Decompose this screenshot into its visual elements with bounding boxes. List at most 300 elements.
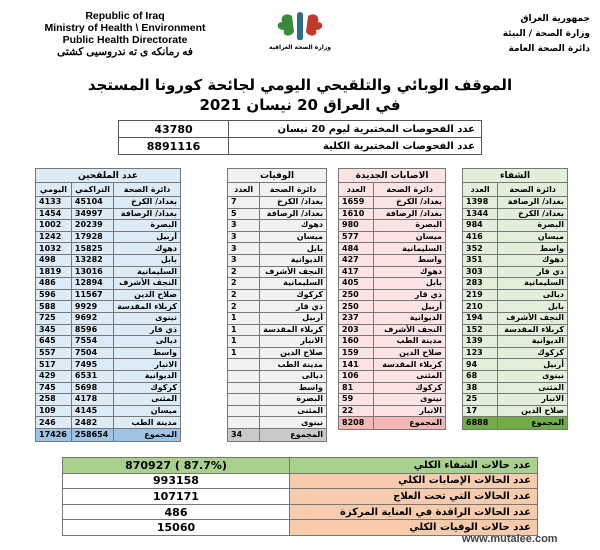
total-label: المجموع (374, 417, 446, 430)
cell-count: 577 (339, 231, 374, 243)
table-row (36, 278, 181, 290)
table-row (36, 220, 181, 232)
table-row (463, 324, 568, 336)
col-header-count: العدد (339, 183, 374, 197)
cell-count: 194 (463, 312, 498, 324)
cell-count: 1 (228, 336, 260, 348)
total-daily: 17426 (36, 428, 72, 441)
cell-count: 141 (339, 359, 374, 371)
cell-count: 484 (339, 243, 374, 255)
cell-directorate: النجف الأشرف (374, 324, 446, 336)
summary-value: 870927 ( 87.7%) (63, 458, 290, 474)
cell-count: 984 (463, 220, 498, 232)
cell-cumulative: 15825 (71, 243, 113, 255)
cell-directorate: ميسان (374, 231, 446, 243)
table-row (228, 208, 327, 220)
table-row (228, 266, 327, 278)
table-row (463, 359, 568, 371)
cell-daily: 258 (36, 394, 72, 406)
cell-count: 106 (339, 370, 374, 382)
cell-directorate: أربيل (114, 231, 181, 243)
cell-directorate: واسط (498, 243, 568, 255)
cell-count: 81 (339, 382, 374, 394)
table-row (339, 324, 446, 336)
table-row (228, 347, 327, 359)
cell-cumulative: 6531 (71, 370, 113, 382)
table-row (228, 324, 327, 336)
table-row (119, 121, 482, 138)
summary-value: 486 (63, 504, 290, 520)
cell-daily: 1032 (36, 243, 72, 255)
cell-count: 203 (339, 324, 374, 336)
table-row (339, 243, 446, 255)
table-header-row (36, 183, 181, 197)
cell-directorate: بغداد/ الكرخ (498, 208, 568, 220)
table-row (36, 312, 181, 324)
cell-directorate: نينوى (374, 394, 446, 406)
table-row (463, 208, 568, 220)
cell-cumulative: 12894 (71, 278, 113, 290)
cell-directorate: نينوى (260, 417, 327, 429)
cell-directorate: كركوك (498, 347, 568, 359)
cell-directorate: بغداد/ الرصافة (374, 208, 446, 220)
table-row (463, 266, 568, 278)
cell-count: 3 (228, 254, 260, 266)
table-row (339, 394, 446, 406)
cell-directorate: نينوى (114, 312, 181, 324)
cell-directorate: ذي قار (260, 301, 327, 313)
table-row (36, 324, 181, 336)
table-row (228, 405, 327, 417)
col-header-directorate: دائرة الصحة (374, 183, 446, 197)
cell-directorate: السليمانية (374, 243, 446, 255)
cell-count: 7 (228, 197, 260, 209)
cell-directorate: ذي قار (114, 324, 181, 336)
summary-label: عدد حالات الوفيات الكلي (290, 520, 538, 536)
recovered-title: الشفاء (463, 169, 568, 183)
summary-row (63, 473, 538, 489)
cell-directorate: كربلاء المقدسة (260, 324, 327, 336)
cell-count (228, 394, 260, 406)
table-row (36, 394, 181, 406)
cell-directorate: بغداد/ الكرخ (114, 197, 181, 209)
cell-count: 59 (339, 394, 374, 406)
table-row (339, 301, 446, 313)
cell-count: 160 (339, 336, 374, 348)
website-watermark: www.mutalee.com (462, 533, 558, 545)
table-total-row (463, 417, 568, 430)
table-header-row (339, 183, 446, 197)
cell-count: 2 (228, 301, 260, 313)
cell-daily: 345 (36, 324, 72, 336)
table-row (36, 289, 181, 301)
cell-directorate: المثنى (114, 394, 181, 406)
total-count: 34 (228, 428, 260, 441)
cell-directorate: دهوك (374, 266, 446, 278)
cell-cumulative: 13016 (71, 266, 113, 278)
table-title-row (339, 169, 446, 183)
cell-cumulative: 20239 (71, 220, 113, 232)
summary-value: 107171 (63, 489, 290, 505)
col-header-count: العدد (228, 183, 260, 197)
cell-directorate: بغداد/ الكرخ (260, 197, 327, 209)
cell-count: 303 (463, 266, 498, 278)
cell-cumulative: 9929 (71, 301, 113, 313)
cell-directorate: بابل (260, 243, 327, 255)
cell-count: 2 (228, 289, 260, 301)
cell-directorate: كربلاء المقدسة (114, 301, 181, 313)
cell-count: 17 (463, 405, 498, 417)
table-row (339, 347, 446, 359)
cell-directorate: كربلاء المقدسة (498, 324, 568, 336)
table-row (339, 382, 446, 394)
table-row (339, 405, 446, 417)
table-row (463, 301, 568, 313)
cell-directorate: بغداد/ الرصافة (114, 208, 181, 220)
table-row (228, 278, 327, 290)
table-header-row (228, 183, 327, 197)
vaccinated-table (35, 168, 181, 442)
table-row (463, 220, 568, 232)
ministry-header-english (40, 10, 210, 58)
report-title (80, 75, 520, 115)
table-row (339, 231, 446, 243)
table-row (228, 312, 327, 324)
table-row (36, 231, 181, 243)
cell-count: 427 (339, 254, 374, 266)
cell-directorate: ديالى (260, 370, 327, 382)
table-row (228, 289, 327, 301)
table-row (339, 197, 446, 209)
table-row (463, 254, 568, 266)
total-cumulative: 258654 (71, 428, 113, 441)
cell-count: 980 (339, 220, 374, 232)
cell-directorate: بابل (498, 301, 568, 313)
cell-cumulative: 17928 (71, 231, 113, 243)
summary-label: عدد الحالات التي تحت العلاج (290, 489, 538, 505)
cell-daily: 486 (36, 278, 72, 290)
cell-directorate: كربلاء المقدسة (374, 359, 446, 371)
cell-count: 237 (339, 312, 374, 324)
cell-count (228, 417, 260, 429)
cell-directorate: النجف الأشرف (114, 278, 181, 290)
table-row (339, 220, 446, 232)
cell-count: 22 (339, 405, 374, 417)
summary-table (62, 457, 538, 536)
cell-directorate: ذي قار (498, 266, 568, 278)
cell-count: 250 (339, 301, 374, 313)
table-total-row (339, 417, 446, 430)
table-row (463, 312, 568, 324)
table-row (36, 254, 181, 266)
cell-daily: 745 (36, 382, 72, 394)
cell-cumulative: 7504 (71, 347, 113, 359)
cell-daily: 1454 (36, 208, 72, 220)
table-row (36, 197, 181, 209)
cell-directorate: واسط (114, 347, 181, 359)
table-row (463, 394, 568, 406)
cell-daily: 588 (36, 301, 72, 313)
cell-daily: 109 (36, 405, 72, 417)
cell-daily: 517 (36, 359, 72, 371)
cell-directorate: البصرة (498, 220, 568, 232)
table-row (36, 336, 181, 348)
cell-directorate: النجف الأشرف (260, 266, 327, 278)
new-cases-title: الاصابات الجديدة (339, 169, 446, 183)
table-row (339, 370, 446, 382)
cell-daily: 429 (36, 370, 72, 382)
table-row (339, 266, 446, 278)
tests-total-label: عدد الفحوصات المختبرية الكلية (229, 138, 482, 155)
header-line: جمهورية العراق (520, 14, 590, 24)
cell-count: 94 (463, 359, 498, 371)
table-row (339, 289, 446, 301)
summary-value: 993158 (63, 473, 290, 489)
cell-directorate: المثنى (374, 370, 446, 382)
cell-directorate: كركوك (114, 382, 181, 394)
header-line: Public Health Directorate (62, 34, 188, 46)
cell-directorate: مدينة الطب (114, 417, 181, 429)
cell-directorate: الانبار (498, 394, 568, 406)
table-row (228, 417, 327, 429)
cell-count: 405 (339, 278, 374, 290)
cell-daily: 4133 (36, 197, 72, 209)
total-label: المجموع (260, 428, 327, 441)
cell-directorate: واسط (374, 254, 446, 266)
table-row (339, 312, 446, 324)
logo-caption: وزارة الصحة العراقية (268, 44, 332, 51)
header-line: دائرة الصحة العامة (508, 44, 590, 54)
table-row (463, 347, 568, 359)
table-row (339, 336, 446, 348)
table-row (463, 278, 568, 290)
cell-directorate: السليمانية (114, 266, 181, 278)
cell-directorate: كركوك (260, 289, 327, 301)
cell-directorate: صلاح الدين (374, 347, 446, 359)
cell-daily: 1002 (36, 220, 72, 232)
table-row (228, 336, 327, 348)
cell-directorate: ميسان (260, 231, 327, 243)
col-header-directorate: دائرة الصحة (260, 183, 327, 197)
cell-count: 250 (339, 289, 374, 301)
cell-directorate: النجف الأشرف (498, 312, 568, 324)
cell-directorate: مدينة الطب (374, 336, 446, 348)
cell-directorate: بغداد/ الكرخ (374, 197, 446, 209)
header-line: Ministry of Health \ Environment (44, 22, 206, 34)
cell-directorate: بابل (374, 278, 446, 290)
cell-directorate: أربيل (260, 312, 327, 324)
table-row (228, 382, 327, 394)
col-header-directorate: دائرة الصحة (498, 183, 568, 197)
cell-count: 283 (463, 278, 498, 290)
table-row (339, 359, 446, 371)
ministry-logo-icon (262, 10, 338, 68)
cell-count (228, 359, 260, 371)
cell-cumulative: 2482 (71, 417, 113, 429)
cell-directorate: المثنى (498, 382, 568, 394)
cell-daily: 645 (36, 336, 72, 348)
cell-directorate: السليمانية (498, 278, 568, 290)
table-title-row (228, 169, 327, 183)
cell-daily: 557 (36, 347, 72, 359)
cell-count (228, 382, 260, 394)
cell-count: 1659 (339, 197, 374, 209)
table-row (36, 243, 181, 255)
header-line: وزارة الصحة / البيئة (502, 29, 590, 39)
table-row (228, 394, 327, 406)
table-row (36, 208, 181, 220)
cell-directorate: الديوانية (114, 370, 181, 382)
table-row (228, 301, 327, 313)
cell-directorate: ديالى (498, 289, 568, 301)
cell-cumulative: 13282 (71, 254, 113, 266)
cell-directorate: الديوانية (498, 336, 568, 348)
cell-directorate: بغداد/ الرصافة (260, 208, 327, 220)
table-row (228, 254, 327, 266)
cell-count: 210 (463, 301, 498, 313)
cell-count: 1610 (339, 208, 374, 220)
cell-directorate: الانبار (374, 405, 446, 417)
cell-count (228, 370, 260, 382)
cell-directorate: صلاح الدين (260, 347, 327, 359)
cell-count: 417 (339, 266, 374, 278)
table-row (463, 370, 568, 382)
cell-directorate: بابل (114, 254, 181, 266)
cell-count: 3 (228, 220, 260, 232)
cell-daily: 596 (36, 289, 72, 301)
summary-label: عدد حالات الشفاء الكلي (290, 458, 538, 474)
col-header-count: العدد (463, 183, 498, 197)
cell-directorate: الانبار (114, 359, 181, 371)
cell-count (228, 405, 260, 417)
cell-count: 25 (463, 394, 498, 406)
cell-count: 159 (339, 347, 374, 359)
table-row (339, 254, 446, 266)
cell-count: 2 (228, 278, 260, 290)
cell-count: 416 (463, 231, 498, 243)
cell-directorate: الانبار (260, 336, 327, 348)
header-line: فه رمانكه ى ته ندروسيى كشتى (57, 46, 193, 58)
cell-directorate: البصرة (260, 394, 327, 406)
summary-row (63, 458, 538, 474)
cell-directorate: دهوك (498, 254, 568, 266)
col-header-cumulative: التراكمي (71, 183, 113, 197)
cell-count: 123 (463, 347, 498, 359)
table-row (463, 336, 568, 348)
col-header-directorate: دائرة الصحة (114, 183, 181, 197)
tests-daily-label: عدد الفحوصات المختبرية ليوم 20 نيسان (229, 121, 482, 138)
table-row (119, 138, 482, 155)
table-row (463, 231, 568, 243)
cell-cumulative: 9692 (71, 312, 113, 324)
cell-count: 3 (228, 231, 260, 243)
cell-directorate: كركوك (374, 382, 446, 394)
table-total-row (36, 428, 181, 441)
cell-directorate: الديوانية (374, 312, 446, 324)
cell-count: 219 (463, 289, 498, 301)
total-count: 6888 (463, 417, 498, 430)
cell-count: 1344 (463, 208, 498, 220)
deaths-table (227, 168, 327, 442)
cell-directorate: صلاح الدين (114, 289, 181, 301)
table-row (36, 382, 181, 394)
col-header-daily: اليومي (36, 183, 72, 197)
cell-cumulative: 7495 (71, 359, 113, 371)
table-row (228, 359, 327, 371)
cell-directorate: البصرة (114, 220, 181, 232)
cell-count: 1398 (463, 197, 498, 209)
table-row (463, 197, 568, 209)
cell-count: 351 (463, 254, 498, 266)
cell-directorate: دهوك (114, 243, 181, 255)
cell-directorate: السليمانية (260, 278, 327, 290)
table-row (228, 220, 327, 232)
table-row (36, 359, 181, 371)
table-row (339, 208, 446, 220)
total-count: 8208 (339, 417, 374, 430)
cell-count: 38 (463, 382, 498, 394)
table-header-row (463, 183, 568, 197)
cell-cumulative: 34997 (71, 208, 113, 220)
cell-count: 1 (228, 347, 260, 359)
summary-row (63, 489, 538, 505)
total-label: المجموع (114, 428, 181, 441)
lab-tests-table (118, 120, 482, 155)
cell-daily: 246 (36, 417, 72, 429)
table-row (36, 417, 181, 429)
header-line: Republic of Iraq (85, 10, 165, 22)
cell-directorate: أربيل (498, 359, 568, 371)
cell-daily: 1819 (36, 266, 72, 278)
cell-daily: 1242 (36, 231, 72, 243)
table-row (463, 289, 568, 301)
title-line-1: الموقف الوبائي والتلقيحي اليومي لجائحة كورونا المستجد (87, 76, 513, 94)
cell-count: 152 (463, 324, 498, 336)
summary-label: عدد الحالات الإصابات الكلي (290, 473, 538, 489)
table-row (36, 405, 181, 417)
cell-count: 68 (463, 370, 498, 382)
table-row (228, 243, 327, 255)
cell-daily: 498 (36, 254, 72, 266)
table-row (463, 382, 568, 394)
cell-directorate: ميسان (498, 231, 568, 243)
cell-directorate: أربيل (374, 301, 446, 313)
cell-count: 139 (463, 336, 498, 348)
table-row (339, 278, 446, 290)
summary-value: 15060 (63, 520, 290, 536)
table-row (36, 266, 181, 278)
cell-directorate: نينوى (498, 370, 568, 382)
table-row (463, 243, 568, 255)
cell-directorate: ميسان (114, 405, 181, 417)
cell-directorate: البصرة (374, 220, 446, 232)
cell-directorate: مدينة الطب (260, 359, 327, 371)
summary-row (63, 504, 538, 520)
cell-cumulative: 7554 (71, 336, 113, 348)
cell-count: 2 (228, 266, 260, 278)
table-row (463, 405, 568, 417)
cell-cumulative: 5698 (71, 382, 113, 394)
cell-count: 1 (228, 312, 260, 324)
cell-directorate: ديالى (114, 336, 181, 348)
ministry-header-arabic (440, 12, 590, 57)
vaccinated-title: عدد الملقحين (36, 169, 181, 183)
cell-cumulative: 4178 (71, 394, 113, 406)
cell-directorate: واسط (260, 382, 327, 394)
cell-count: 5 (228, 208, 260, 220)
table-row (36, 370, 181, 382)
cell-cumulative: 4145 (71, 405, 113, 417)
